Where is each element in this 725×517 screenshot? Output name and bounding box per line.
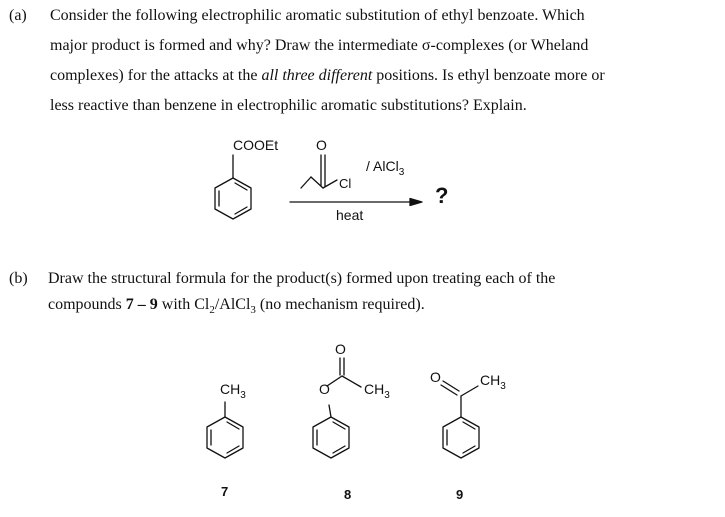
part-a-label: (a): [9, 7, 27, 24]
reaction-arrow: [290, 199, 422, 206]
part-b-line-2-pre: compounds: [48, 296, 126, 313]
part-b-line-1: Draw the structural formula for the product(s) formed upon treating each of the: [48, 270, 556, 287]
compound-7-structure: [207, 402, 243, 458]
part-a-line-2: major product is formed and why? Draw the intermediate σ-complexes (or Wheland: [50, 37, 589, 54]
acyl-chloride-structure: [301, 155, 337, 188]
reagent-subscript: 3: [398, 166, 405, 178]
part-b-line-2-post: (no mechanism required).: [255, 296, 425, 313]
alcl3-subscript: 3: [250, 304, 256, 317]
compound-7-ch: CH: [220, 381, 241, 397]
compound-8-methyl-label: [364, 381, 390, 401]
reagent-text: / AlCl: [366, 158, 399, 174]
compound-9-number: 9: [456, 487, 464, 502]
compound-8-number: 8: [344, 487, 352, 502]
cl2-subscript: 2: [209, 304, 215, 317]
chloride-label: Cl: [339, 176, 352, 191]
compound-8-structure: [313, 358, 361, 458]
part-a-line-1: Consider the following electrophilic aromatic substitution of ethyl benzoate. Which: [50, 7, 585, 24]
reagent-label: [366, 158, 404, 178]
acyl-carbonyl-oxygen: O: [316, 137, 327, 153]
unknown-product: ?: [435, 183, 449, 208]
part-a-line-3-post: positions. Is ethyl benzoate more or: [372, 67, 605, 84]
compound-8-carbonyl-oxygen: O: [335, 341, 346, 357]
part-a-emphasis: all three different: [261, 67, 373, 84]
part-b-compound-range: 7 – 9: [125, 296, 158, 313]
condition-heat: heat: [336, 207, 364, 223]
part-b-line-2: [48, 296, 425, 316]
part-b-label: (b): [9, 270, 28, 287]
compound-9-ch: CH: [480, 372, 501, 388]
compound-8-subscript: 3: [384, 389, 390, 401]
part-a-line-4: less reactive than benzene in electrophilic aromatic substitutions? Explain.: [50, 97, 527, 114]
compound-9-subscript: 3: [500, 380, 506, 392]
compound-9-methyl-label: [480, 372, 506, 392]
compound-7-subscript: 3: [240, 389, 246, 401]
part-a-line-3-pre: complexes) for the attacks at the: [50, 67, 262, 84]
compound-8-ester-oxygen: O: [319, 381, 330, 397]
compound-7-number: 7: [221, 484, 229, 499]
compound-8-ch: CH: [364, 381, 385, 397]
ethyl-benzoate-structure: [215, 155, 251, 219]
compound-9-structure: [441, 381, 479, 458]
part-b-line-2-mid: with Cl: [157, 296, 210, 313]
cooet-label: COOEt: [233, 137, 279, 153]
compound-7-methyl-label: [220, 381, 246, 401]
part-b-line-2-mid2: /AlCl: [214, 296, 251, 313]
compound-9-carbonyl-oxygen: O: [430, 369, 441, 385]
